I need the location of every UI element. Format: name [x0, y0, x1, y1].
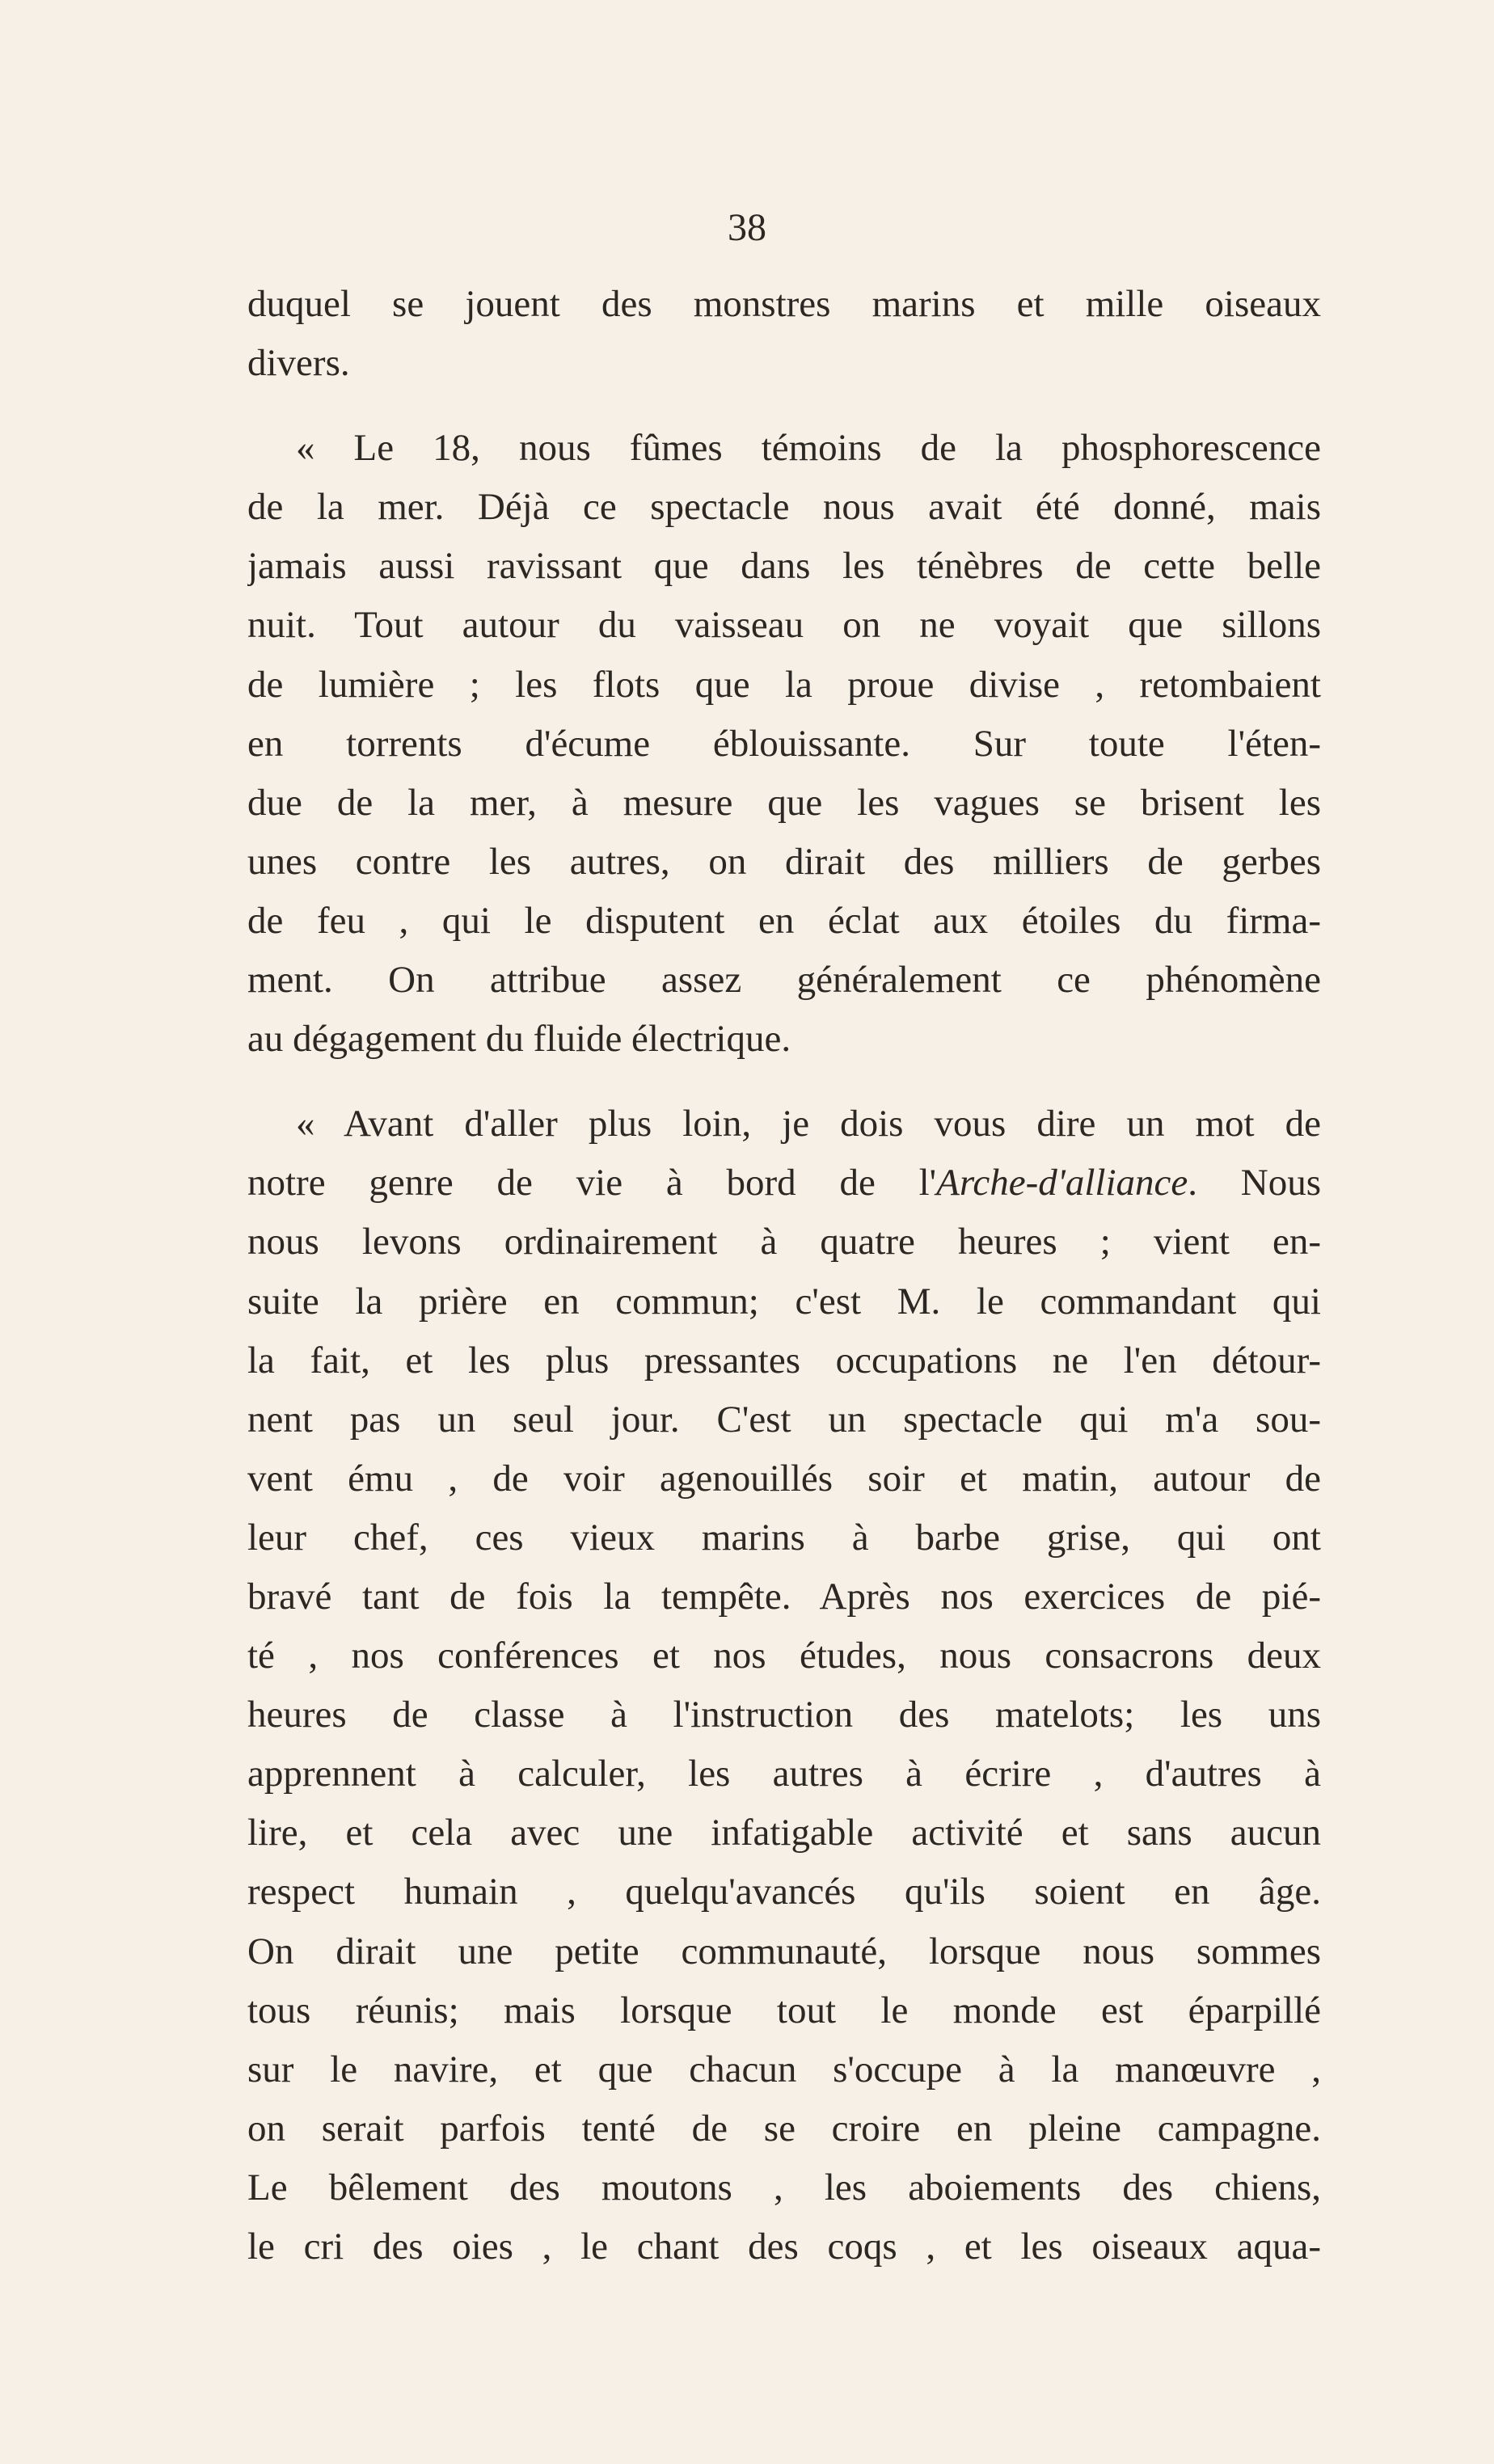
text-line: respect humain , quelqu'avancés qu'ils soient en âge. [247, 1871, 1321, 1913]
page-number: 38 [728, 206, 766, 249]
text-line: le cri des oies , le chant des coqs , et les oiseaux aqua- [247, 2226, 1321, 2268]
text-fragment: . Nous [1188, 1162, 1321, 1205]
text-line: bravé tant de fois la tempête. Après nos exercices de pié- [247, 1575, 1321, 1618]
text-line: due de la mer, à mesure que les vagues se brisent les [247, 781, 1321, 824]
text-line: la fait, et les plus pressantes occupations ne l'en détour- [247, 1339, 1321, 1382]
ship-name: Arche-d'alliance [936, 1162, 1188, 1205]
text-line: nuit. Tout autour du vaisseau on ne voyait que sillons [247, 604, 1321, 647]
paragraph-start-line: « Avant d'aller plus loin, je dois vous dire un mot de [296, 1103, 1321, 1146]
paragraph-gap [247, 1069, 1321, 1095]
text-line: sur le navire, et que chacun s'occupe à la manœuvre , [247, 2048, 1321, 2091]
text-line: On dirait une petite communauté, lorsque nous sommes [247, 1930, 1321, 1972]
text-line: au dégagement du fluide électrique. [247, 1018, 791, 1061]
text-line: de la mer. Déjà ce spectacle nous avait été donné, mais [247, 486, 1321, 529]
paragraph-start-line: « Le 18, nous fûmes témoins de la phosphorescence [296, 427, 1321, 470]
text-line: ment. On attribue assez généralement ce phénomène [247, 959, 1321, 1002]
text-fragment: notre genre de vie à bord de l' [247, 1162, 937, 1205]
text-line: heures de classe à l'instruction des matelots; les uns [247, 1694, 1321, 1736]
text-line: vent ému , de voir agenouillés soir et matin, autour de [247, 1457, 1321, 1500]
text-line: nous levons ordinairement à quatre heures ; vient en- [247, 1221, 1321, 1264]
text-line: suite la prière en commun; c'est M. le commandant qui [247, 1280, 1321, 1323]
text-line: jamais aussi ravissant que dans les ténèbres de cette belle [247, 545, 1321, 588]
text-line: en torrents d'écume éblouissante. Sur toute l'éten- [247, 722, 1321, 765]
text-line: té , nos conférences et nos études, nous consacrons deux [247, 1635, 1321, 1677]
text-line: duquel se jouent des monstres marins et mille oiseaux [247, 283, 1321, 325]
text-line: nent pas un seul jour. C'est un spectacle qui m'a sou- [247, 1398, 1321, 1441]
text-line: Le bêlement des moutons , les aboiements des chiens, [247, 2166, 1321, 2209]
text-line: on serait parfois tenté de se croire en pleine campagne. [247, 2107, 1321, 2150]
text-line-with-ship-name [247, 1154, 1321, 1213]
text-line: divers. [247, 342, 350, 385]
text-line: lire, et cela avec une infatigable activité et sans aucun [247, 1812, 1321, 1854]
paragraph-gap [247, 393, 1321, 419]
text-line: tous réunis; mais lorsque tout le monde est éparpillé [247, 1989, 1321, 2032]
text-line: leur chef, ces vieux marins à barbe grise, qui ont [247, 1516, 1321, 1559]
text-line: de feu , qui le disputent en éclat aux étoiles du firma- [247, 899, 1321, 942]
body-text [247, 275, 1321, 2276]
text-line: apprennent à calculer, les autres à écrire , d'autres à [247, 1753, 1321, 1795]
text-line: de lumière ; les flots que la proue divise , retombaient [247, 663, 1321, 706]
text-line: unes contre les autres, on dirait des milliers de gerbes [247, 840, 1321, 883]
